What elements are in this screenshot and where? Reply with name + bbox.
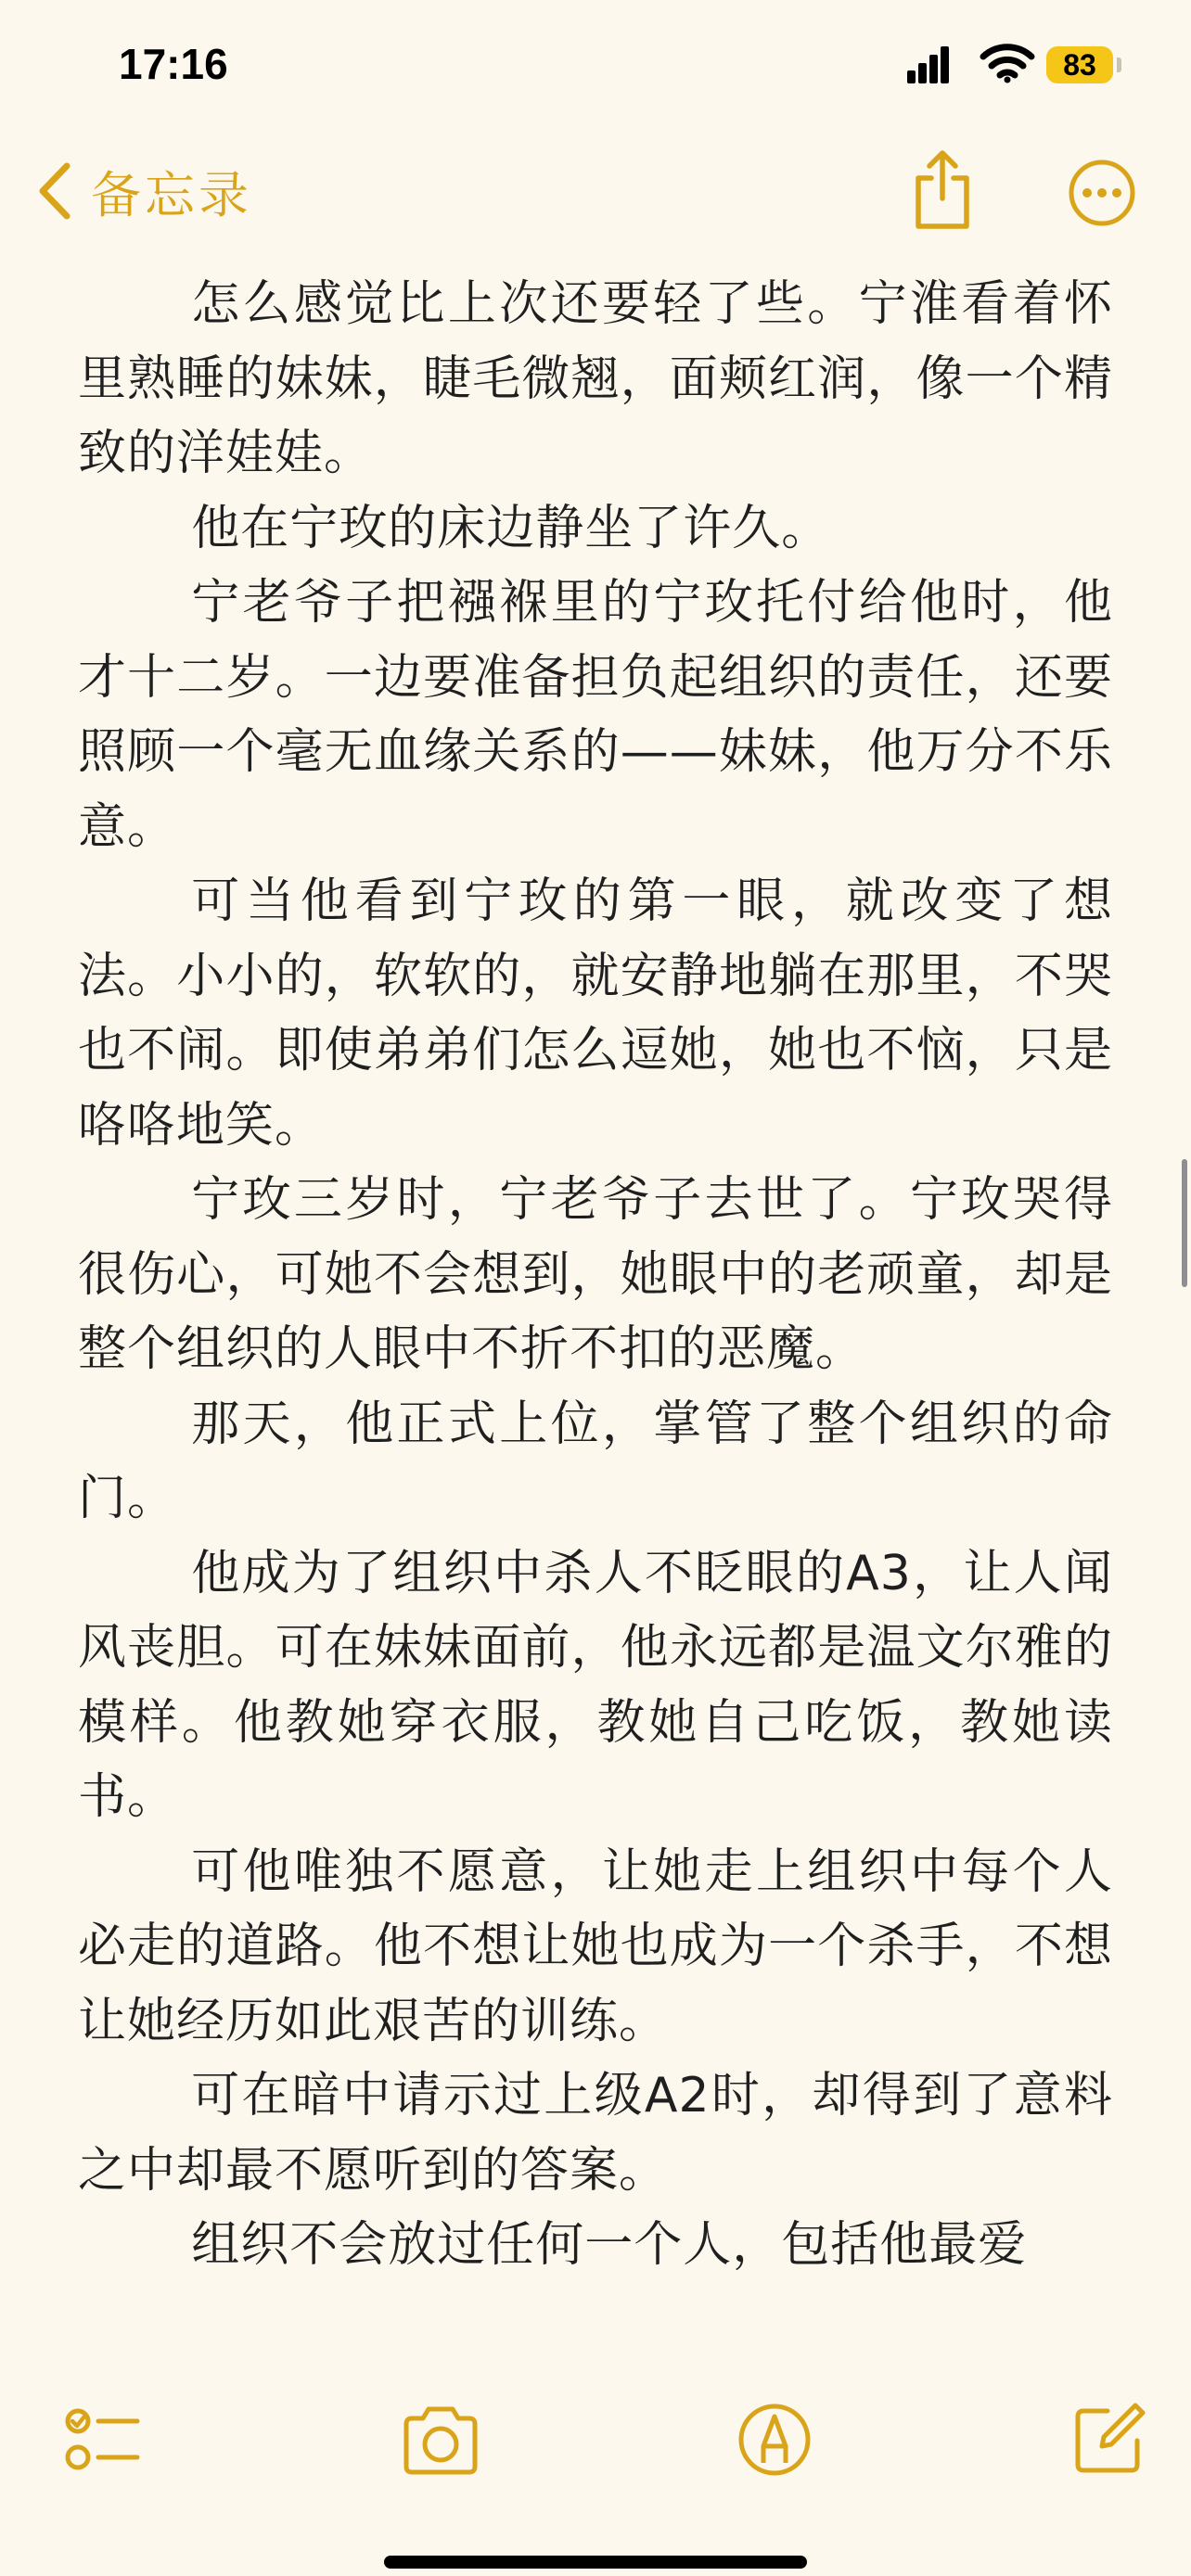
note-paragraph: 可他唯独不愿意，让她走上组织中每个人必走的道路。他不想让她也成为一个杀手，不想让她经历如此艰苦的训练。: [78, 1843, 1113, 2049]
note-paragraph: 可当他看到宁玫的第一眼，就改变了想法。小小的，软软的，就安静地躺在那里，不哭也不闹。即使弟弟们怎么逗她，她也不恼，只是咯咯地笑。: [78, 874, 1113, 1154]
note-paragraph: 宁玫三岁时，宁老爷子去世了。宁玫哭得很伤心，可她不会想到，她眼中的老顽童，却是整个组织的人眼中不折不扣的恶魔。: [78, 1172, 1113, 1377]
note-paragraph: 怎么感觉比上次还要轻了些。宁淮看着怀里熟睡的妹妹，睫毛微翘，面颊红润，像一个精致的洋娃娃。: [78, 276, 1113, 481]
markup-pen-icon[interactable]: [733, 2398, 816, 2481]
chevron-left-icon: [33, 160, 74, 222]
note-paragraph: 那天，他正式上位，掌管了整个组织的命门。: [78, 1396, 1113, 1526]
ellipsis-circle-icon[interactable]: [1067, 158, 1137, 228]
note-paragraph: 可在暗中请示过上级A2时，却得到了意料之中却最不愿听到的答案。: [78, 2068, 1113, 2199]
note-paragraph: 他成为了组织中杀人不眨眼的A3，让人闻风丧胆。可在妹妹面前，他永远都是温文尔雅的模样。他教她穿衣服，教她自己吃饭，教她读书。: [78, 1545, 1113, 1825]
bottom-toolbar: [0, 2365, 1191, 2576]
nav-bar: [0, 130, 1191, 250]
status-bar: [0, 0, 1191, 130]
back-label: 备忘录: [91, 165, 252, 224]
wifi-icon: [980, 43, 1035, 83]
battery-indicator: 83: [1046, 46, 1113, 83]
compose-icon[interactable]: [1067, 2398, 1150, 2481]
note-body[interactable]: [78, 267, 1113, 2363]
back-button[interactable]: [33, 158, 252, 224]
checklist-icon[interactable]: [59, 2398, 143, 2481]
cellular-signal-icon: [907, 46, 950, 83]
status-time: 17:16: [119, 40, 228, 88]
camera-icon[interactable]: [399, 2398, 482, 2481]
note-paragraph: 组织不会放过任何一个人，包括他最爱: [191, 2217, 1028, 2273]
share-icon[interactable]: [909, 148, 976, 232]
note-paragraph: 宁老爷子把襁褓里的宁玫托付给他时，他才十二岁。一边要准备担负起组织的责任，还要照顾一个毫无血缘关系的——妹妹，他万分不乐意。: [78, 575, 1113, 855]
battery-cap: [1117, 57, 1121, 72]
scroll-indicator[interactable]: [1182, 1159, 1187, 1287]
note-paragraph: 他在宁玫的床边静坐了许久。: [191, 500, 831, 556]
